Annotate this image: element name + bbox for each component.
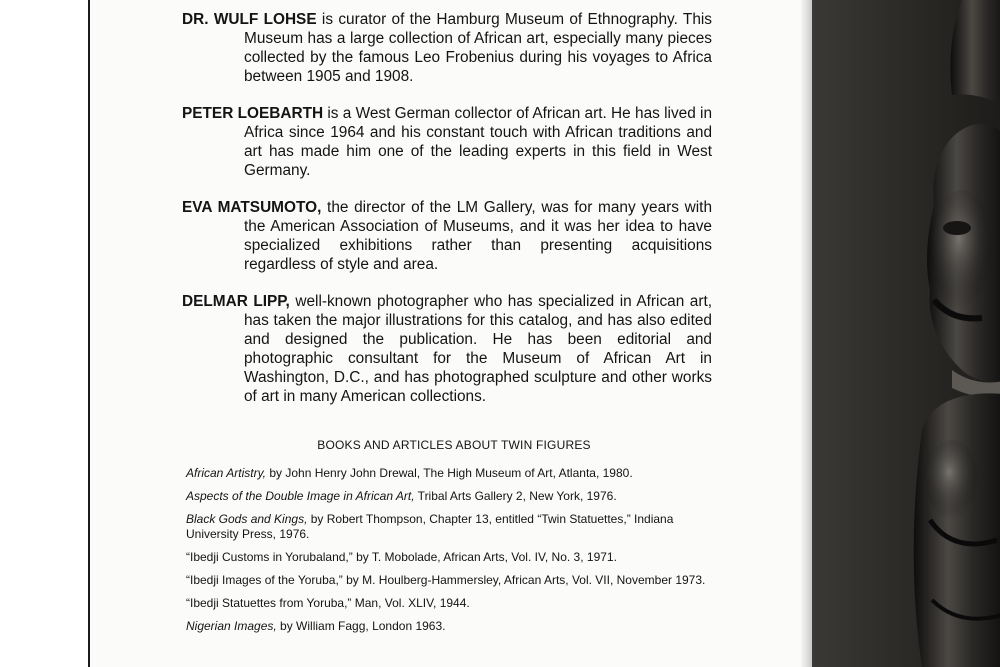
entry-details: by Robert Thompson, Chapter 13, entitled “Twin Statuettes,” Indiana University Press, 1976. (186, 512, 674, 541)
entry-details: by John Henry John Drewal, The High Museum of Art, Atlanta, 1980. (266, 466, 633, 480)
bibliography-entry (186, 512, 714, 542)
entry-details: by William Fagg, London 1963. (276, 619, 446, 633)
bio-eva-matsumoto (182, 198, 712, 274)
bio-text: well-known photographer who has specialized in African art, has taken the major illustrations for this catalog, and has also edited and designed the publication. He has been editorial and photographic consultant for the Museum of African Art in Washington, D.C., and has photographed sculpture and other works of art in many American collections. (244, 293, 713, 405)
entry-title: Aspects of the Double Image in African Art, (186, 489, 415, 503)
contributors-bios (182, 10, 712, 424)
entry-title: Black Gods and Kings, (186, 512, 308, 526)
bio-name: EVA MATSUMOTO, (182, 199, 322, 216)
bio-peter-loebarth (182, 104, 712, 180)
bio-text: is a West German collector of African art. He has lived in Africa since 1964 and his constant touch with African traditions and art has made him one of the leading experts in this field in West Germany. (244, 105, 713, 179)
bio-delmar-lipp (182, 292, 712, 406)
entry-details: “Ibedji Statuettes from Yoruba,” Man, Vol. XLIV, 1944. (186, 596, 470, 610)
left-page-edge (0, 0, 88, 667)
entry-title: Nigerian Images, (186, 619, 277, 633)
entry-details: “Ibedji Images of the Yoruba,” by M. Houlberg-Hammersley, African Arts, Vol. VII, November 1973. (186, 573, 706, 587)
entry-details: “Ibedji Customs in Yorubaland,” by T. Mobolade, African Arts, Vol. IV, No. 3, 1971. (186, 550, 617, 564)
carved-figure-image (812, 0, 1000, 667)
bibliography-entry (186, 596, 714, 611)
bio-wulf-lohse (182, 10, 712, 86)
bibliography-entry (186, 619, 714, 634)
bibliography-entry (186, 489, 714, 504)
bibliography-entry (186, 573, 714, 588)
bibliography-entry (186, 466, 714, 481)
twin-figure-photo (812, 0, 1000, 667)
bio-name: PETER LOEBARTH (182, 105, 324, 122)
bio-name: DELMAR LIPP, (182, 293, 290, 310)
bibliography-title: BOOKS AND ARTICLES ABOUT TWIN FIGURES (317, 438, 591, 452)
entry-details: Tribal Arts Gallery 2, New York, 1976. (414, 489, 617, 503)
bio-text: is curator of the Hamburg Museum of Ethnography. This Museum has a large collection of African art, especially many pieces collected by the famous Leo Frobenius during his voyages to Africa between 1905 and 1908. (244, 11, 712, 85)
bibliography-entry (186, 550, 714, 565)
bio-text: the director of the LM Gallery, was for many years with the American Association of Museums, and it was her idea to have specialized exhibitions rather than presenting acquisitions regardless of style and area. (244, 199, 712, 273)
entry-title: African Artistry, (186, 466, 267, 480)
bibliography (186, 438, 714, 642)
bio-name: DR. WULF LOHSE (182, 11, 317, 28)
